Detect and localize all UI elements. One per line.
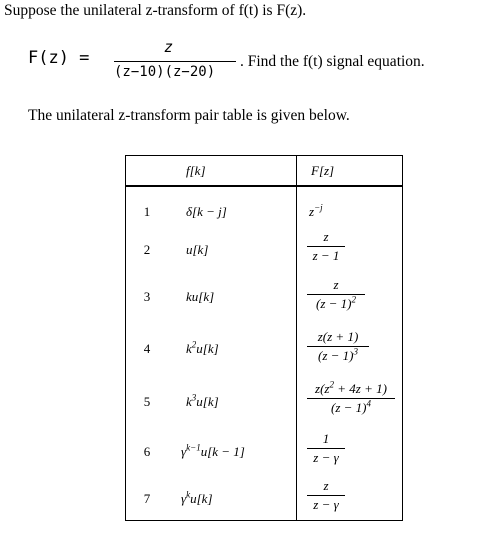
row-index: 7 — [143, 491, 151, 506]
row-fz-fraction: z $(z - 1)^2$ — [307, 277, 365, 311]
row-fk: δ[k − j] — [186, 204, 227, 219]
row-fk: $k^2u[k]$ — [186, 339, 219, 356]
row-fz-fraction: z z − γ — [307, 478, 345, 512]
row-fk: $k^3u[k]$ — [186, 392, 219, 409]
row-fz-fraction: z z − 1 — [307, 229, 345, 263]
row-index: 5 — [143, 394, 151, 409]
row-fz-fraction: 1 z − γ — [307, 431, 345, 465]
row-fk: ku[k] — [186, 289, 215, 304]
problem-intro: Suppose the unilateral z-transform of f(t) is F(z). — [4, 2, 307, 19]
transform-denominator: (z−10)(z−20) — [114, 64, 216, 80]
row-fk: $\gamma^ku[k]$ — [181, 489, 213, 506]
transform-lhs: F(z) = — [28, 48, 90, 68]
row-index: 6 — [143, 444, 151, 459]
row-fz-fraction: z(z + 1) $(z - 1)^3$ — [307, 329, 369, 363]
table-header-divider — [125, 185, 403, 187]
fraction-bar — [114, 61, 236, 62]
row-fz: $z^{-j}$ — [309, 202, 323, 219]
header-fz: F[z] — [311, 163, 335, 178]
row-index: 2 — [143, 242, 151, 257]
row-index: 3 — [143, 289, 151, 304]
row-index: 4 — [143, 341, 151, 356]
table-intro: The unilateral z-transform pair table is given below. — [28, 107, 350, 124]
header-fk: f[k] — [186, 163, 206, 178]
row-fz-fraction: $z(z^2 + 4z + 1)$ $(z - 1)^4$ — [307, 381, 395, 415]
row-fk: $\gamma^{k-1}u[k - 1]$ — [181, 442, 245, 459]
row-index: 1 — [143, 204, 151, 219]
table-column-divider — [296, 155, 297, 521]
problem-instruction: . Find the f(t) signal equation. — [240, 53, 425, 70]
transform-numerator: z — [164, 38, 174, 56]
row-fk: u[k] — [186, 242, 209, 257]
